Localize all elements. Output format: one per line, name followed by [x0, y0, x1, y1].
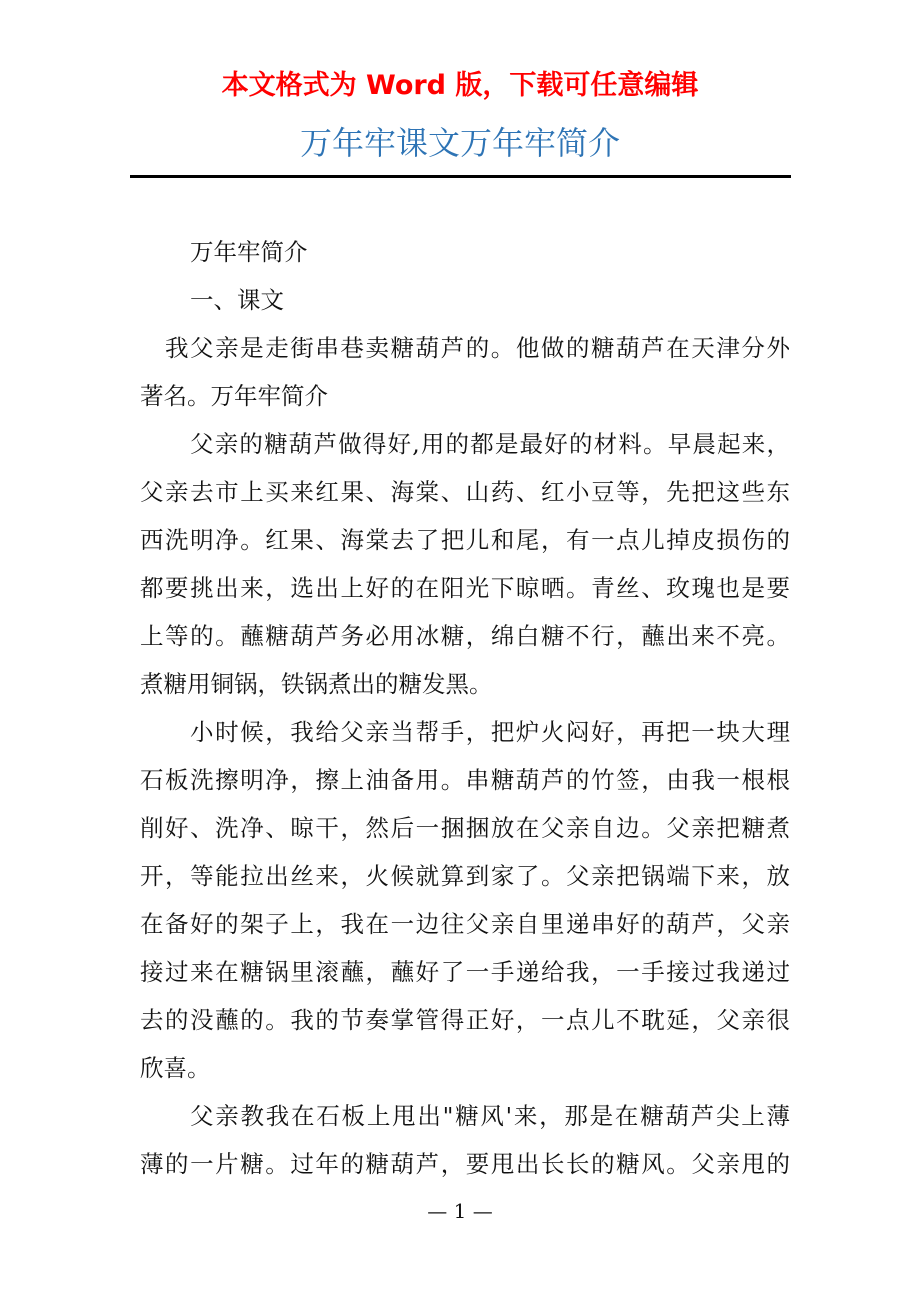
text-line: 上等的。蘸糖葫芦务必用冰糖，绵白糖不行，蘸出来不亮。	[140, 622, 790, 650]
text-line: 西洗明净。红果、海棠去了把儿和尾，有一点儿掉皮损伤的	[140, 526, 790, 554]
text-line: 都要挑出来，选出上好的在阳光下晾晒。青丝、玫瑰也是要	[140, 574, 790, 602]
title-divider	[130, 175, 791, 178]
text-line: 削好、洗净、晾干，然后一捆捆放在父亲自边。父亲把糖煮	[140, 814, 790, 842]
text-line: 接过来在糖锅里滚蘸，蘸好了一手递给我，一手接过我递过	[140, 958, 790, 986]
text-line: 万年牢简介	[190, 238, 308, 266]
text-line: 父亲教我在石板上甩出"糖风'来，那是在糖葫芦尖上薄	[190, 1102, 790, 1130]
text-line: 煮糖用铜锅，铁锅煮出的糖发黑。	[140, 670, 493, 698]
text-line: 薄的一片糖。过年的糖葫芦，要甩出长长的糖风。父亲甩的	[140, 1150, 790, 1178]
document-title: 万年牢课文万年牢简介	[299, 124, 620, 162]
text-line: 一、课文	[190, 286, 284, 314]
text-line: 石板洗擦明净，擦上油备用。串糖葫芦的竹签，由我一根根	[140, 766, 790, 794]
text-line: 父亲去市上买来红果、海棠、山药、红小豆等，先把这些东	[140, 478, 790, 506]
text-line: 欣喜。	[140, 1054, 211, 1082]
text-line: 去的没蘸的。我的节奏掌管得正好，一点儿不耽延，父亲很	[140, 1006, 790, 1034]
text-line: 在备好的架子上，我在一边往父亲自里递串好的葫芦，父亲	[140, 910, 790, 938]
text-line: 小时候，我给父亲当帮手，把炉火闷好，再把一块大理	[190, 718, 790, 746]
text-line: 父亲的糖葫芦做得好,用的都是最好的材料。早晨起来，	[190, 430, 790, 458]
document-body	[140, 228, 790, 1188]
text-line: 开，等能拉出丝来，火候就算到家了。父亲把锅端下来，放	[140, 862, 790, 890]
edit-notice-banner: 本文格式为 Word 版，下载可任意编辑	[221, 70, 699, 101]
text-line: 著名。万年牢简介	[140, 382, 328, 410]
text-line: 我父亲是走街串巷卖糖葫芦的。他做的糖葫芦在天津分外	[165, 334, 790, 362]
page-number: — 1 —	[427, 1199, 493, 1223]
